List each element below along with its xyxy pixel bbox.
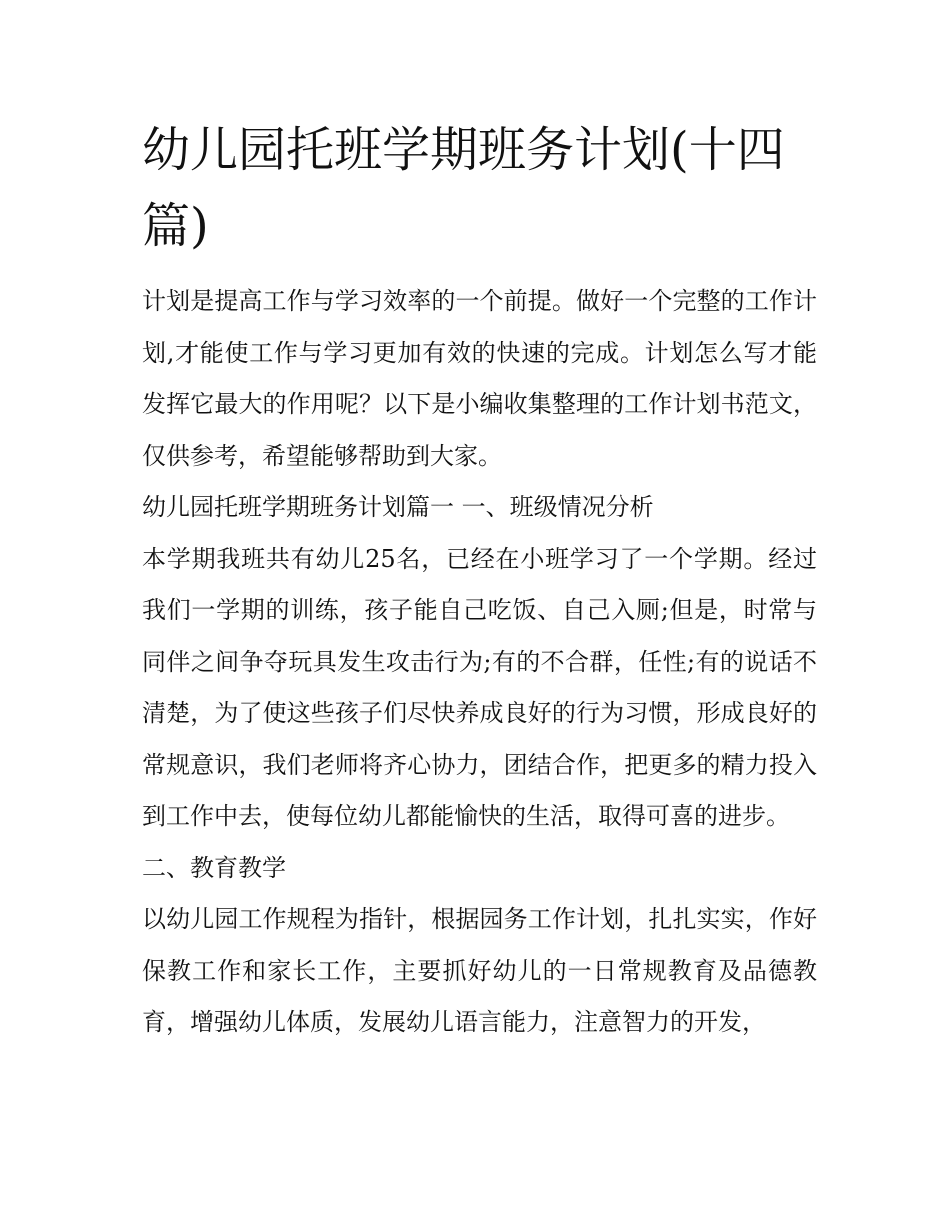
class-analysis-paragraph: 本学期我班共有幼儿25名，已经在小班学习了一个学期。经过我们一学期的训练，孩子能自己吃饭、自己入厕;但是，时常与同伴之间争夺玩具发生攻击行为;有的不合群，任性;有的说话不清楚，为了使这些孩子们尽快养成良好的行为习惯，形成良好的常规意识，我们老师将齐心协力，团结合作，把更多的精力投入到工作中去，使每位幼儿都能愉快的生活，取得可喜的进步。 (142, 544, 817, 830)
document-page (142, 112, 817, 1049)
document-title: 幼儿园托班学期班务计划(十四篇) (142, 122, 785, 254)
section-heading-education: 二、教育教学 (142, 853, 286, 882)
section-heading-class-analysis: 幼儿园托班学期班务计划篇一 一、班级情况分析 (142, 493, 654, 521)
education-paragraph: 以幼儿园工作规程为指针，根据园务工作计划，扎扎实实，作好保教工作和家长工作，主要抓好幼儿的一日常规教育及品德教育，增强幼儿体质，发展幼儿语言能力，注意智力的开发， (142, 905, 817, 1036)
intro-paragraph: 计划是提高工作与学习效率的一个前提。做好一个完整的工作计划,才能使工作与学习更加有效的快速的完成。计划怎么写才能发挥它最大的作用呢？以下是小编收集整理的工作计划书范文，仅供参考，希望能够帮助到大家。 (142, 287, 817, 470)
document-body (142, 276, 817, 1049)
